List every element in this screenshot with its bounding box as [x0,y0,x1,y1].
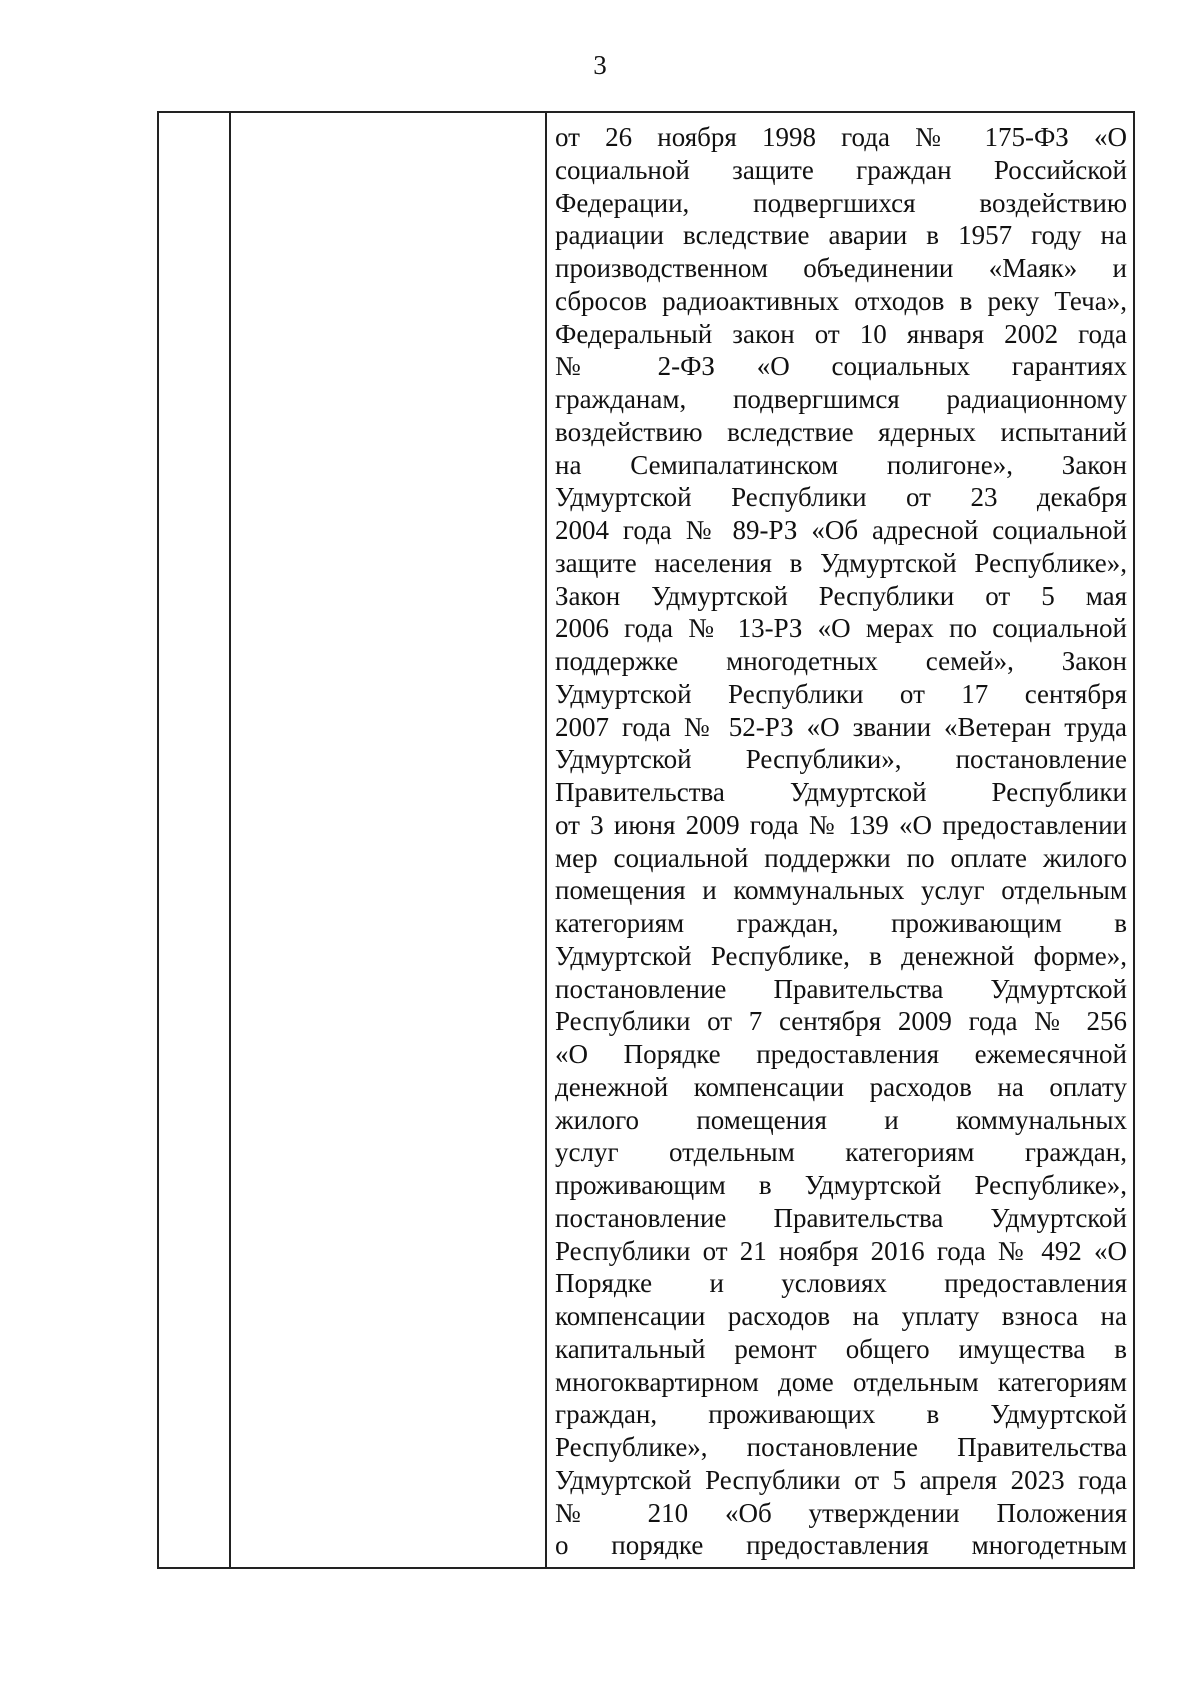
document-table [157,111,1135,1569]
text-line: мер социальной поддержки по оплате жилого [555,842,1127,873]
text-line: 2007 года № 52-РЗ «О звании «Ветеран труда [555,711,1127,742]
text-line: гражданам, подвергшимся радиационному [555,384,1127,414]
text-line: проживающим в Удмуртской Республике», [555,1170,1127,1200]
text-line: Правительства Удмуртской Республики [555,777,1127,807]
table-column-3 [547,113,1133,1567]
text-line: поддержке многодетных семей», Закон [555,646,1127,676]
text-line: жилого помещения и коммунальных [555,1104,1127,1135]
text-line: категориям граждан, проживающим в [555,908,1127,938]
text-line: Закон Удмуртской Республики от 5 мая [555,580,1127,611]
text-line: Республики от 7 сентября 2009 года № 256 [555,1006,1127,1037]
text-line: социальной защите граждан Российской [555,154,1127,185]
text-line: Федеральный закон от 10 января 2002 года [555,318,1127,349]
text-line: услуг отдельным категориям граждан, [555,1137,1127,1168]
text-line: радиации вследствие аварии в 1957 году на [555,220,1127,251]
text-line: Федерации, подвергшихся воздействию [555,187,1127,218]
table-column-1 [159,113,231,1567]
text-line: постановление Правительства Удмуртской [555,973,1127,1004]
text-line: о порядке предоставления многодетным [555,1530,1127,1561]
text-line: Порядке и условиях предоставления [555,1268,1127,1299]
text-line: многоквартирном доме отдельным категориям [555,1366,1127,1397]
text-line: Республики от 21 ноября 2016 года № 492 «О [555,1235,1127,1266]
text-line: помещения и коммунальных услуг отдельным [555,875,1127,906]
text-line: 2006 года № 13-РЗ «О мерах по социальной [555,613,1127,644]
text-line: Удмуртской Республики», постановление [555,744,1127,775]
text-line: Удмуртской Республике, в денежной форме», [555,940,1127,971]
table-column-2 [231,113,547,1567]
text-line: Удмуртской Республики от 23 декабря [555,482,1127,513]
text-line: «О Порядке предоставления ежемесячной [555,1039,1127,1069]
text-line: Удмуртской Республики от 5 апреля 2023 года [555,1464,1127,1495]
text-line: капитальный ремонт общего имущества в [555,1333,1127,1364]
text-line: защите населения в Удмуртской Республике», [555,547,1127,578]
text-line: Удмуртской Республики от 17 сентября [555,678,1127,709]
text-line: производственном объединении «Маяк» и [555,253,1127,283]
text-line: от 3 июня 2009 года № 139 «О предоставлении [555,809,1127,840]
text-line: Республике», постановление Правительства [555,1432,1127,1462]
text-line: постановление Правительства Удмуртской [555,1202,1127,1233]
text-line: компенсации расходов на уплату взноса на [555,1301,1127,1331]
text-line: № 2-ФЗ «О социальных гарантиях [555,351,1127,382]
text-line: на Семипалатинском полигоне», Закон [555,449,1127,480]
text-line: воздействию вследствие ядерных испытаний [555,416,1127,447]
text-line: сбросов радиоактивных отходов в реку Теча», [555,285,1127,316]
text-line: граждан, проживающих в Удмуртской [555,1399,1127,1430]
text-line: 2004 года № 89-РЗ «Об адресной социальной [555,515,1127,545]
text-line: от 26 ноября 1998 года № 175-ФЗ «О [555,122,1127,152]
page-number: 3 [593,50,607,80]
text-line: № 210 «Об утверждении Положения [555,1497,1127,1528]
text-line: денежной компенсации расходов на оплату [555,1071,1127,1102]
